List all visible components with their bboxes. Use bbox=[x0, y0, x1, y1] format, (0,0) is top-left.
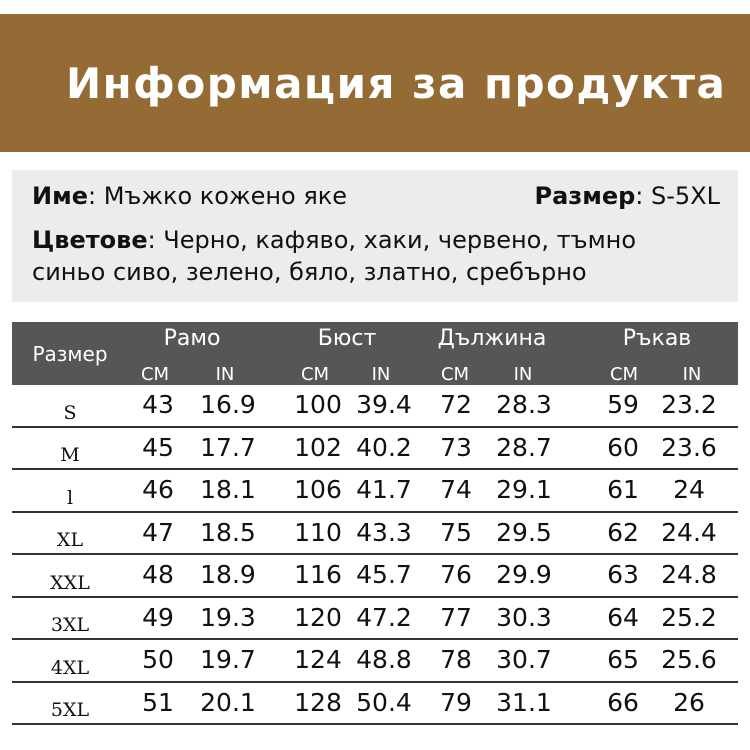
table-row bbox=[12, 428, 738, 471]
measurement-cell: 48 bbox=[142, 560, 174, 589]
measurement-cell: 62 bbox=[607, 517, 639, 547]
group-header-sleeve: Ръкав bbox=[622, 326, 692, 351]
size-cell: S bbox=[63, 401, 77, 424]
measurement-cell: 106 bbox=[294, 475, 342, 504]
measurement-cell: 50.4 bbox=[356, 687, 412, 717]
size-table-header bbox=[12, 322, 738, 385]
size-cell: XL bbox=[56, 529, 84, 551]
measurement-cell: 74 bbox=[440, 475, 472, 504]
name-label: Име bbox=[32, 182, 88, 210]
measurement-cell: 43 bbox=[142, 390, 174, 419]
measurement-cell: 60 bbox=[607, 432, 639, 462]
size-cell: 4XL bbox=[50, 656, 90, 679]
table-row bbox=[12, 555, 738, 598]
colors-label: Цветове bbox=[32, 226, 148, 254]
size-cell: 3XL bbox=[50, 614, 90, 636]
measurement-cell: 64 bbox=[607, 602, 639, 632]
measurement-cell: 47 bbox=[142, 517, 174, 547]
measurement-cell: 16.9 bbox=[200, 390, 256, 419]
measurement-cell: 78 bbox=[440, 645, 472, 674]
measurement-cell: 19.3 bbox=[200, 602, 256, 632]
measurement-cell: 110 bbox=[294, 517, 342, 547]
table-row bbox=[12, 470, 738, 513]
name-value: : Мъжко кожено яке bbox=[87, 182, 348, 210]
measurement-cell: 124 bbox=[294, 645, 342, 674]
size-table-body bbox=[12, 385, 738, 725]
table-row bbox=[12, 513, 738, 556]
group-header-bust: Бюст bbox=[317, 326, 377, 351]
size-value: : S-5XL bbox=[635, 182, 720, 210]
measurement-cell: 18.9 bbox=[200, 560, 256, 589]
group-header-length: Дължина bbox=[437, 326, 547, 351]
measurement-cell: 24.4 bbox=[661, 517, 717, 547]
measurement-cell: 43.3 bbox=[356, 517, 412, 547]
measurement-cell: 73 bbox=[440, 432, 472, 462]
product-name bbox=[32, 182, 347, 210]
measurement-cell: 77 bbox=[440, 602, 472, 632]
measurement-cell: 128 bbox=[294, 687, 342, 717]
measurement-cell: 79 bbox=[440, 687, 472, 717]
page-title: Информация за продукта bbox=[66, 58, 727, 108]
size-cell: l bbox=[66, 486, 74, 509]
measurement-cell: 66 bbox=[607, 687, 639, 717]
size-cell: 5XL bbox=[50, 699, 90, 721]
measurement-cell: 24 bbox=[673, 475, 705, 504]
measurement-cell: 17.7 bbox=[200, 432, 256, 462]
colors-line-1: : Черно, кафяво, хаки, червено, тъмно bbox=[147, 226, 637, 254]
unit-header-cm: CM bbox=[300, 364, 330, 385]
measurement-cell: 31.1 bbox=[496, 687, 552, 717]
measurement-cell: 75 bbox=[440, 517, 472, 547]
size-column-header: Размер bbox=[32, 341, 108, 366]
size-cell: M bbox=[60, 444, 80, 466]
measurement-cell: 39.4 bbox=[356, 390, 412, 419]
measurement-cell: 25.2 bbox=[661, 602, 717, 632]
measurement-cell: 25.6 bbox=[661, 645, 717, 674]
unit-header-cm: CM bbox=[440, 364, 470, 385]
measurement-cell: 72 bbox=[440, 390, 472, 419]
measurement-cell: 18.5 bbox=[200, 517, 256, 547]
product-size-range bbox=[534, 182, 720, 210]
size-cell: XXL bbox=[50, 571, 90, 594]
measurement-cell: 29.9 bbox=[496, 560, 552, 589]
product-colors bbox=[32, 226, 636, 254]
measurement-cell: 26 bbox=[673, 687, 705, 717]
measurement-cell: 30.7 bbox=[496, 645, 552, 674]
unit-header-in: IN bbox=[513, 364, 533, 385]
measurement-cell: 61 bbox=[607, 475, 639, 504]
measurement-cell: 100 bbox=[294, 390, 342, 419]
measurement-cell: 23.6 bbox=[661, 432, 717, 462]
measurement-cell: 45.7 bbox=[356, 560, 412, 589]
unit-header-in: IN bbox=[215, 364, 235, 385]
table-row bbox=[12, 385, 738, 428]
size-label: Размер bbox=[534, 182, 636, 210]
measurement-cell: 41.7 bbox=[356, 475, 412, 504]
measurement-cell: 120 bbox=[294, 602, 342, 632]
measurement-cell: 59 bbox=[607, 390, 639, 419]
measurement-cell: 116 bbox=[294, 560, 342, 589]
table-row bbox=[12, 683, 738, 726]
measurement-cell: 45 bbox=[142, 432, 174, 462]
measurement-cell: 23.2 bbox=[661, 390, 717, 419]
measurement-cell: 50 bbox=[142, 645, 174, 674]
table-row bbox=[12, 598, 738, 641]
measurement-cell: 29.5 bbox=[496, 517, 552, 547]
group-header-shoulder: Рамо bbox=[163, 326, 221, 351]
measurement-cell: 46 bbox=[142, 475, 174, 504]
measurement-cell: 47.2 bbox=[356, 602, 412, 632]
measurement-cell: 28.3 bbox=[496, 390, 552, 419]
measurement-cell: 63 bbox=[607, 560, 639, 589]
title-banner bbox=[0, 14, 750, 152]
measurement-cell: 76 bbox=[440, 560, 472, 589]
colors-line-2: синьо сиво, зелено, бяло, златно, сребърно bbox=[32, 258, 587, 286]
unit-header-cm: CM bbox=[609, 364, 639, 385]
unit-header-in: IN bbox=[682, 364, 702, 385]
measurement-cell: 102 bbox=[294, 432, 342, 462]
measurement-cell: 48.8 bbox=[356, 645, 412, 674]
measurement-cell: 18.1 bbox=[200, 475, 256, 504]
measurement-cell: 29.1 bbox=[496, 475, 552, 504]
unit-header-in: IN bbox=[371, 364, 391, 385]
unit-header-cm: CM bbox=[140, 364, 170, 385]
table-row bbox=[12, 640, 738, 683]
measurement-cell: 40.2 bbox=[356, 432, 412, 462]
measurement-cell: 51 bbox=[142, 687, 174, 717]
measurement-cell: 49 bbox=[142, 602, 174, 632]
measurement-cell: 24.8 bbox=[661, 560, 717, 589]
measurement-cell: 19.7 bbox=[200, 645, 256, 674]
product-info-box bbox=[12, 170, 738, 302]
measurement-cell: 30.3 bbox=[496, 602, 552, 632]
measurement-cell: 28.7 bbox=[496, 432, 552, 462]
measurement-cell: 65 bbox=[607, 645, 639, 674]
measurement-cell: 20.1 bbox=[200, 687, 256, 717]
